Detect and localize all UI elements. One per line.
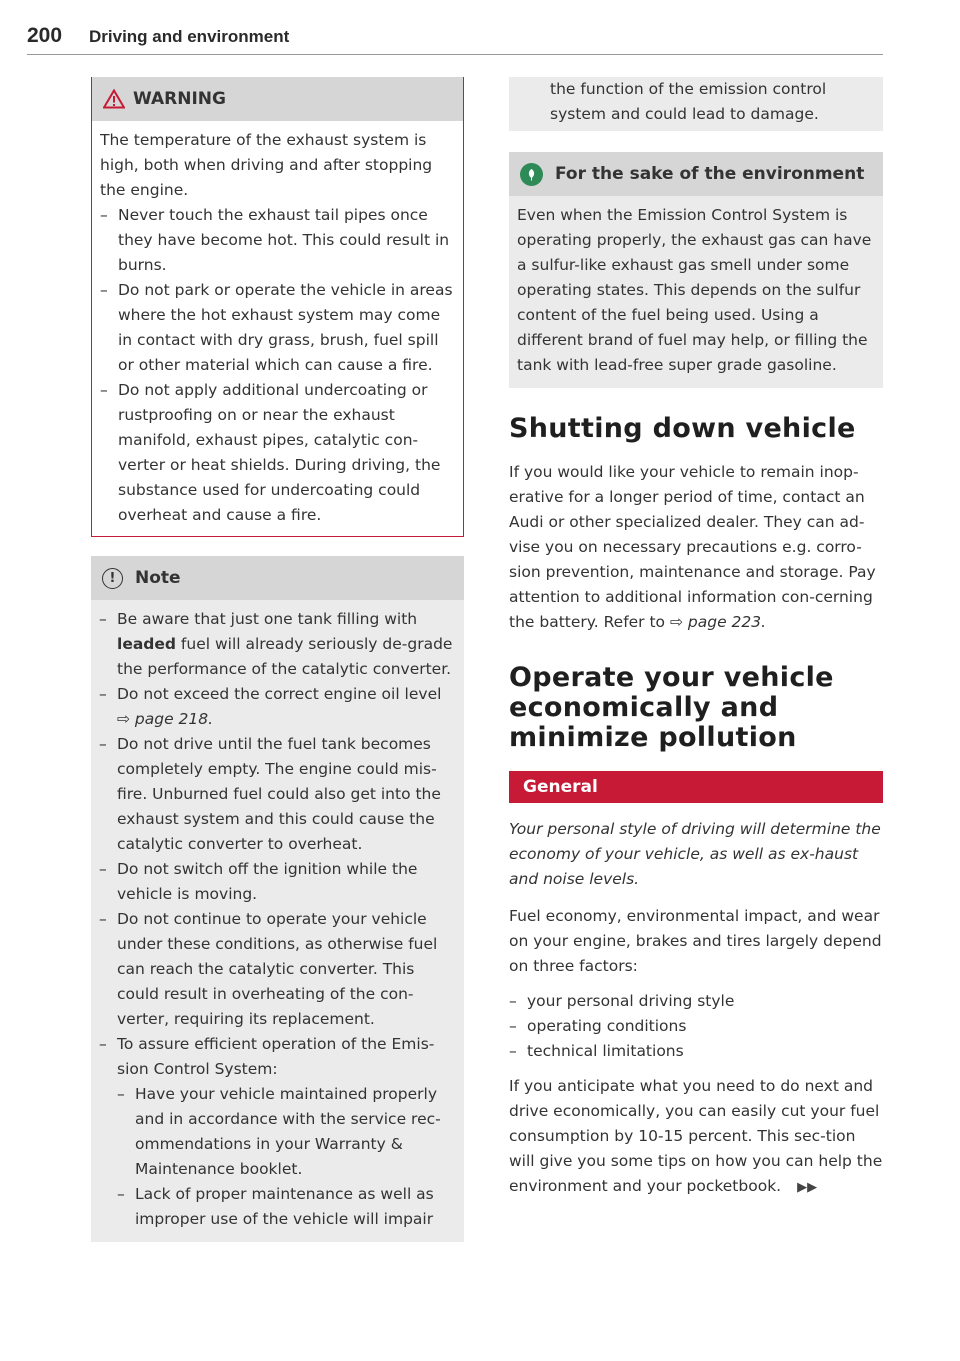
operate-para1: Fuel economy, environmental impact, and wear on your engine, brakes and tires largely depend on three factors: — [509, 907, 882, 975]
warning-item: – Never touch the exhaust tail pipes once they have become hot. This could result in burns. — [100, 203, 453, 278]
shutting-down-heading: Shutting down vehicle — [509, 413, 856, 444]
note-continuation — [509, 77, 883, 131]
factor-item: – your personal driving style — [509, 989, 883, 1014]
factors-list — [509, 989, 883, 1064]
page-number: 200 — [27, 24, 63, 47]
warning-title: WARNING — [133, 89, 226, 109]
warning-intro: The temperature of the exhaust system is high, both when driving and after stopping the engine. — [100, 131, 433, 199]
general-bar: General — [509, 771, 883, 803]
left-column — [91, 77, 464, 1242]
environment-body — [509, 196, 883, 388]
warning-item: – Do not park or operate the vehicle in areas where the hot exhaust system may come in contact with dry grass, brush, fuel spill or other material which can cause a fire. — [100, 278, 453, 378]
note-title: Note — [135, 568, 181, 588]
emphasis-leaded: leaded — [117, 635, 176, 653]
note-subitem: – Lack of proper maintenance as well as improper use of the vehicle will impair — [117, 1182, 454, 1232]
right-column — [509, 77, 883, 1200]
operate-heading: Operate your vehicle economically and minimize pollution — [509, 662, 834, 753]
note-sublist — [117, 1082, 454, 1232]
note-body — [91, 600, 464, 1242]
note-item: – Do not drive until the fuel tank becomes completely empty. The engine could mis-fire. Unburned fuel could also get into the exhaust system and this could cause the catalytic converter to overheat. — [99, 732, 454, 857]
page-reference-link[interactable]: ⇨ page 223. — [669, 613, 767, 631]
exclamation-circle-icon: ! — [102, 568, 123, 589]
environment-text: Even when the Emission Control System is operating properly, the exhaust gas can have a sulfur-like exhaust gas smell under some operating states. This depends on the sulfur content of the fuel being used. Using a different brand of fuel may help, or filling the tank with lead-free super grade gasoline. — [517, 206, 872, 374]
section-title: Driving and environment — [89, 27, 290, 46]
warning-list — [100, 203, 453, 528]
warning-box — [91, 77, 464, 537]
note-item: – To assure efficient operation of the Emis-sion Control System: – Have your vehicle maintained properly and in accordance with the service rec-ommendations in your Warranty & Maintenance booklet. – Lack of proper maintenance as well as improper use of the vehicle will impair — [99, 1032, 454, 1232]
operate-para2: If you anticipate what you need to do next and drive economically, you can easily cut your fuel consumption by 10-15 percent. This sec-tion will give you some tips on how you can help the environment and your pocketbook. ▶▶ — [509, 1077, 883, 1195]
note-subitem: – Have your vehicle maintained properly and in accordance with the service rec-ommendations in your Warranty & Maintenance booklet. — [117, 1082, 454, 1182]
note-header — [91, 556, 464, 600]
environment-title: For the sake of the environment — [555, 164, 865, 184]
note-item: – Do not exceed the correct engine oil level ⇨ page 218. — [99, 682, 454, 732]
note-item: – Do not switch off the ignition while the vehicle is moving. — [99, 857, 454, 907]
warning-triangle-icon — [103, 89, 125, 109]
factor-item: – operating conditions — [509, 1014, 883, 1039]
factor-item: – technical limitations — [509, 1039, 883, 1064]
page-header — [27, 24, 883, 55]
shutting-down-text: If you would like your vehicle to remain inop-erative for a longer period of time, contact an Audi or other specialized dealer. They can ad-vise you on necessary precautions e.g. corro-sion prevention, maintenance and storage. Pay attention to additional information con-cerning the battery. Refer to ⇨ page 223. — [509, 463, 876, 631]
note-continuation-text: the function of the emission control system and could lead to damage. — [550, 80, 827, 123]
note-item: – Do not continue to operate your vehicle under these conditions, as otherwise fuel can reach the catalytic converter. This could result in overheating of the con-verter, requiring its replacement. — [99, 907, 454, 1032]
operate-intro: Your personal style of driving will determine the economy of your vehicle, as well as ex-haust and noise levels. — [509, 820, 881, 888]
continue-arrow-icon: ▶▶ — [797, 1180, 818, 1195]
note-item: – Be aware that just one tank filling with leaded fuel will already seriously de-grade the performance of the catalytic converter. — [99, 607, 454, 682]
warning-item: – Do not apply additional undercoating or rustproofing on or near the exhaust manifold, exhaust pipes, catalytic con-verter or heat shields. During driving, the substance used for undercoating could overheat and cause a fire. — [100, 378, 453, 528]
note-list — [99, 607, 454, 1232]
warning-header — [92, 77, 463, 121]
environment-header — [509, 152, 883, 196]
page-reference-link[interactable]: ⇨ page 218. — [117, 710, 214, 728]
environment-leaf-icon — [520, 163, 543, 186]
